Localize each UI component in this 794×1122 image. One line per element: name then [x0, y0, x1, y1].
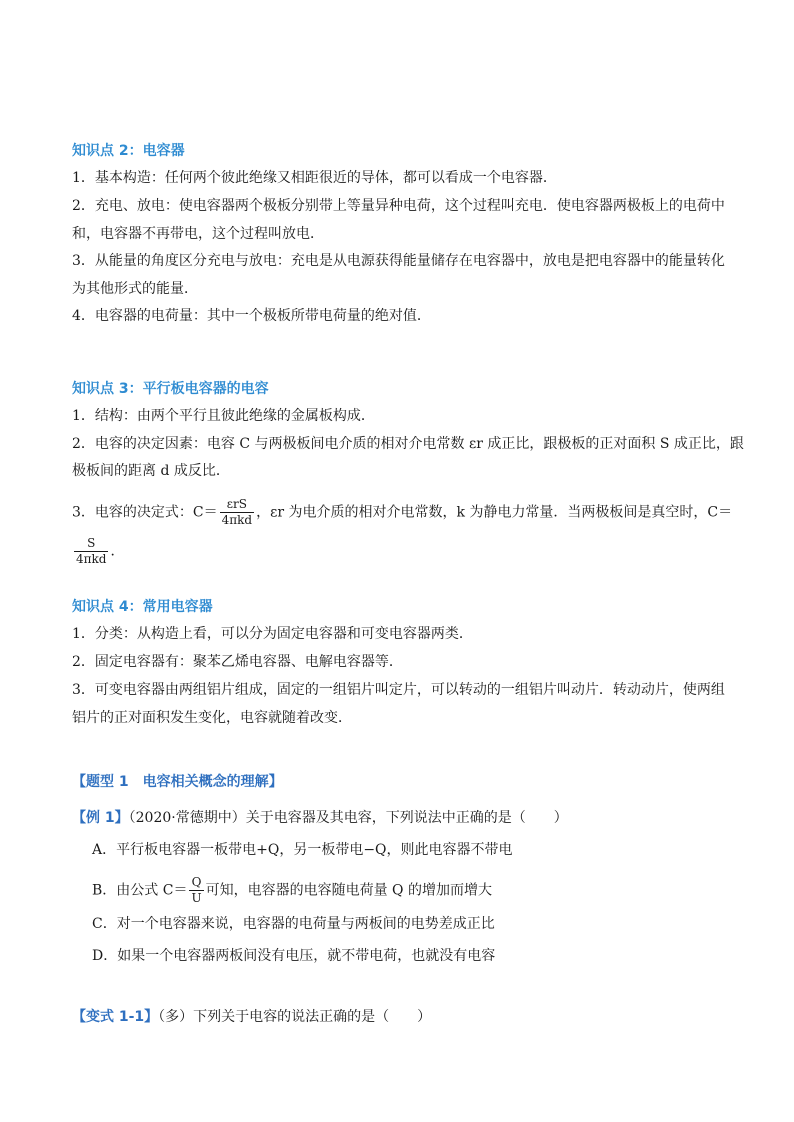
fraction-denominator: 4πkd	[76, 552, 107, 566]
fraction-numerator: Q	[189, 875, 203, 891]
example-tag: 【例 1】	[72, 810, 129, 826]
section4-item-1: 1．分类：从构造上看，可以分为固定电容器和可变电容器两类．	[72, 626, 473, 642]
formula-prefix: 3．电容的决定式：C＝	[72, 504, 218, 521]
fraction-denominator: 4πkd	[221, 513, 253, 527]
section3-item-3-cont	[72, 536, 124, 567]
question-type-title: 【题型 1 电容相关概念的理解】	[72, 774, 283, 790]
fraction-numerator: S	[74, 536, 108, 552]
section2-item-2a: 2．充电、放电：使电容器两个极板分别带上等量异种电荷，这个过程叫充电．使电容器两极板上的电荷中	[72, 198, 725, 214]
fraction-numerator: εrS	[220, 497, 254, 513]
section3-item-2b: 极板间的距离 d 成反比．	[72, 463, 230, 479]
section2-item-3a: 3．从能量的角度区分充电与放电：充电是从电源获得能量储存在电容器中，放电是把电容器中的能量转化	[72, 253, 725, 269]
vacuum-capacitance-fraction	[74, 536, 108, 567]
option-c: C．对一个电容器来说，电容器的电荷量与两板间的电势差成正比	[92, 916, 495, 932]
section2-item-3b: 为其他形式的能量．	[72, 281, 198, 297]
example-1	[72, 808, 568, 828]
option-b-suffix: 可知，电容器的电容随电荷量 Q 的增加而增大	[205, 882, 492, 899]
section2-item-4: 4．电容器的电荷量：其中一个极板所带电荷量的绝对值．	[72, 308, 431, 324]
section-heading-2: 知识点 2：电容器	[72, 143, 185, 159]
section2-item-1: 1．基本构造：任何两个彼此绝缘又相距很近的导体，都可以看成一个电容器．	[72, 170, 557, 186]
formula-end: ．	[110, 543, 125, 560]
option-d: D．如果一个电容器两板间没有电压，就不带电荷，也就没有电容	[92, 948, 496, 964]
section-heading-3: 知识点 3：平行板电容器的电容	[72, 381, 269, 397]
example-stem: （2020·常德期中）关于电容器及其电容，下列说法中正确的是（ ）	[128, 810, 568, 826]
variant-tag: 【变式 1-1】	[72, 1009, 159, 1025]
section3-item-3	[72, 497, 732, 528]
option-b	[92, 875, 492, 906]
variant-1-1	[72, 1007, 431, 1027]
formula-suffix: ，εr 为电介质的相对介电常数，k 为静电力常量．当两极板间是真空时，C＝	[256, 504, 733, 521]
charge-voltage-fraction	[189, 875, 203, 906]
variant-stem: （多）下列关于电容的说法正确的是（ ）	[158, 1009, 432, 1025]
section-heading-4: 知识点 4：常用电容器	[72, 599, 213, 615]
capacitance-fraction	[220, 497, 254, 528]
option-b-prefix: B．由公式 C＝	[92, 882, 188, 899]
section4-item-3a: 3．可变电容器由两组铝片组成，固定的一组铝片叫定片，可以转动的一组铝片叫动片．转动动片，使两组	[72, 682, 725, 698]
section3-item-1: 1．结构：由两个平行且彼此绝缘的金属板构成．	[72, 408, 375, 424]
section4-item-2: 2．固定电容器有：聚苯乙烯电容器、电解电容器等．	[72, 654, 403, 670]
section3-item-2a: 2．电容的决定因素：电容 C 与两极板间电介质的相对介电常数 εr 成正比，跟极板的正对面积 S 成正比，跟	[72, 436, 744, 452]
option-a: A．平行板电容器一板带电+Q，另一板带电−Q，则此电容器不带电	[92, 842, 513, 858]
fraction-denominator: U	[191, 891, 202, 905]
section2-item-2b: 和，电容器不再带电，这个过程叫放电．	[72, 226, 324, 242]
section4-item-3b: 铝片的正对面积发生变化，电容就随着改变．	[72, 710, 352, 726]
